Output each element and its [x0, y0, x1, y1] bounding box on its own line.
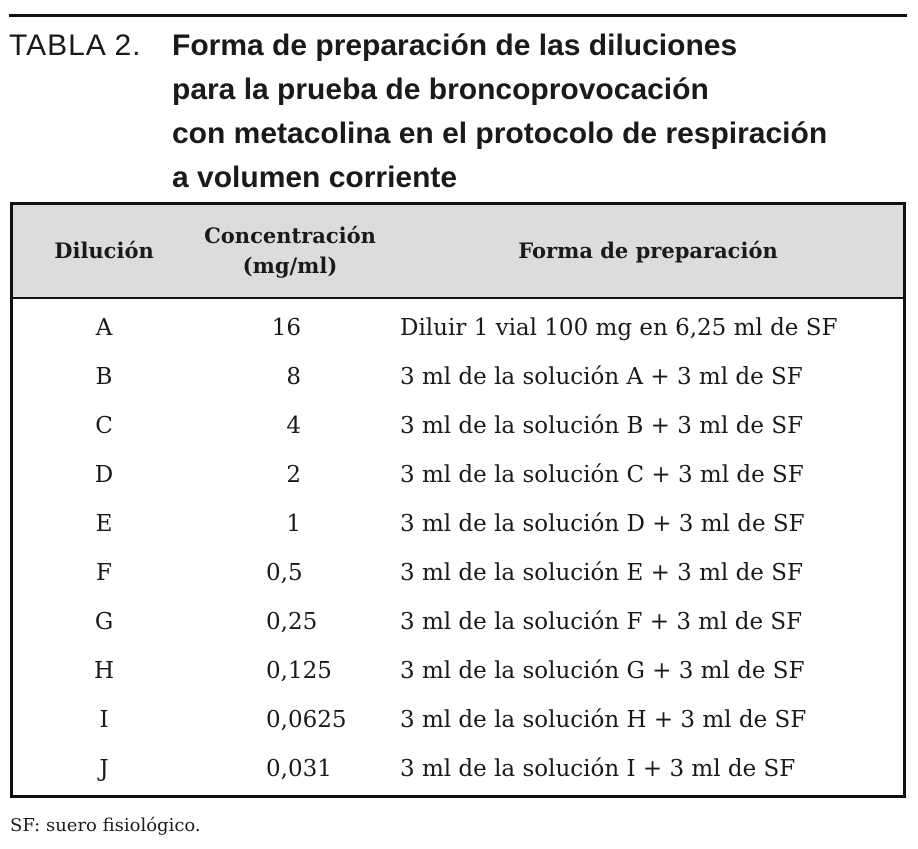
table-row [13, 642, 903, 691]
header-concentracion-line1: Concentración [204, 223, 376, 248]
cell-dilucion: B [95, 364, 113, 390]
cell-dilucion: G [94, 609, 114, 635]
cell-concentracion: 0,5 [266, 560, 303, 586]
table-row [13, 593, 903, 642]
cell-dilucion: D [94, 462, 114, 488]
table-number: TABLA 2. [9, 29, 142, 62]
cell-preparacion: 3 ml de la solución E + 3 ml de SF [400, 560, 803, 586]
table-title-line: a volumen corriente [172, 161, 458, 194]
table-row [13, 544, 903, 593]
table-body [13, 299, 903, 789]
cell-concentracion: 8 [286, 364, 301, 390]
cell-preparacion: Diluir 1 vial 100 mg en 6,25 ml de SF [400, 315, 838, 341]
cell-preparacion: 3 ml de la solución B + 3 ml de SF [400, 413, 804, 439]
cell-concentracion: 1 [286, 511, 301, 537]
header-concentracion-line2: (mg/ml) [242, 253, 338, 278]
cell-preparacion: 3 ml de la solución D + 3 ml de SF [400, 511, 805, 537]
header-preparacion: Forma de preparación [518, 238, 778, 263]
cell-preparacion: 3 ml de la solución G + 3 ml de SF [400, 658, 805, 684]
cell-concentracion: 4 [286, 413, 301, 439]
dilution-table [10, 202, 906, 798]
cell-preparacion: 3 ml de la solución A + 3 ml de SF [400, 364, 803, 390]
table-header-row [13, 205, 903, 299]
cell-preparacion: 3 ml de la solución C + 3 ml de SF [400, 462, 804, 488]
table-title [172, 24, 827, 200]
cell-concentracion: 16 [271, 315, 301, 341]
cell-concentracion: 2 [286, 462, 301, 488]
table-title-line: para la prueba de broncoprovocación [172, 73, 709, 106]
table-row [13, 397, 903, 446]
cell-preparacion: 3 ml de la solución H + 3 ml de SF [400, 707, 807, 733]
cell-preparacion: 3 ml de la solución F + 3 ml de SF [400, 609, 803, 635]
cell-preparacion: 3 ml de la solución I + 3 ml de SF [400, 756, 796, 782]
cell-concentracion: 0,0625 [266, 707, 347, 733]
table-footnote: SF: suero fisiológico. [10, 815, 201, 836]
header-concentracion [185, 205, 395, 297]
cell-concentracion: 0,031 [266, 756, 332, 782]
table-row [13, 446, 903, 495]
cell-concentracion: 0,125 [266, 658, 332, 684]
top-rule [9, 14, 907, 17]
cell-dilucion: F [96, 560, 112, 586]
cell-dilucion: C [95, 413, 113, 439]
cell-concentracion: 0,25 [266, 609, 318, 635]
cell-dilucion: E [95, 511, 113, 537]
table-row [13, 348, 903, 397]
cell-dilucion: J [99, 756, 109, 782]
cell-dilucion: H [93, 658, 115, 684]
table-row [13, 299, 903, 348]
table-row [13, 495, 903, 544]
cell-dilucion: I [99, 707, 109, 733]
table-title-line: Forma de preparación de las diluciones [172, 29, 738, 62]
cell-dilucion: A [95, 315, 113, 341]
table-row [13, 691, 903, 740]
table-row [13, 740, 903, 789]
header-dilucion: Dilución [54, 238, 154, 263]
table-title-line: con metacolina en el protocolo de respiración [172, 117, 828, 150]
